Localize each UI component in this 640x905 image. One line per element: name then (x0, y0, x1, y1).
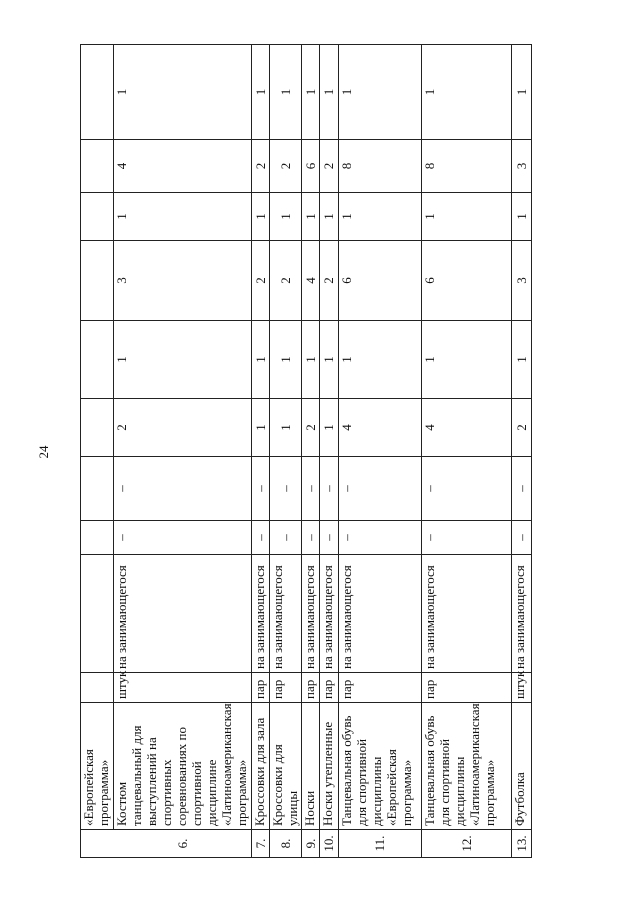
cell-c7: 8 (338, 140, 421, 193)
cell-name: Кроссовки для улицы (270, 703, 302, 830)
cell-c6: 1 (320, 193, 338, 241)
equipment-table (80, 44, 532, 858)
cell-c8: 1 (301, 45, 319, 140)
cell-basis: на занимающегося (252, 555, 270, 673)
cell-basis: на занимающегося (113, 555, 251, 673)
cell-c4: 1 (320, 321, 338, 399)
cell-c6: 1 (270, 193, 302, 241)
cell-c1: – (270, 521, 302, 555)
cell-c5: 3 (511, 241, 531, 321)
rotated-table-wrapper (80, 45, 532, 858)
table-row (113, 45, 251, 858)
cell-basis (81, 555, 114, 673)
table-row (511, 45, 531, 858)
cell-c5: 2 (320, 241, 338, 321)
cell-basis: на занимающегося (338, 555, 421, 673)
cell-num: 7. (252, 830, 270, 858)
cell-basis: на занимающегося (511, 555, 531, 673)
cell-c4: 1 (113, 321, 251, 399)
cell-c4: 1 (421, 321, 511, 399)
cell-c3: 1 (252, 399, 270, 457)
cell-c8: 1 (421, 45, 511, 140)
cell-c5: 4 (301, 241, 319, 321)
cell-num: 10. (320, 830, 338, 858)
cell-c8: 1 (252, 45, 270, 140)
cell-c7: 8 (421, 140, 511, 193)
cell-c2: – (270, 457, 302, 521)
table-row (320, 45, 338, 858)
cell-c7: 2 (252, 140, 270, 193)
cell-name: «Европейская программа» (81, 703, 114, 830)
cell-unit: пар (320, 673, 338, 703)
cell-unit: пар (338, 673, 421, 703)
cell-num: 6. (113, 830, 251, 858)
cell-num (81, 830, 114, 858)
cell-c3: 2 (301, 399, 319, 457)
cell-c5: 6 (338, 241, 421, 321)
table-row (338, 45, 421, 858)
cell-unit: пар (421, 673, 511, 703)
page-number: 24 (36, 445, 51, 459)
table-row (270, 45, 302, 858)
cell-c6: 1 (511, 193, 531, 241)
cell-basis: на занимающегося (421, 555, 511, 673)
cell-c1: – (252, 521, 270, 555)
cell-c8: 1 (113, 45, 251, 140)
cell-c4: 1 (511, 321, 531, 399)
cell-c1: – (511, 521, 531, 555)
cell-unit: пар (270, 673, 302, 703)
cell-c7: 4 (113, 140, 251, 193)
cell-unit: пар (252, 673, 270, 703)
cell-c7: 3 (511, 140, 531, 193)
cell-name: Костюм танцевальный для выступлений на спортивных соревнованиях по спортивной дисциплине «Латиноамериканская программа» (113, 703, 251, 830)
table-row (301, 45, 319, 858)
cell-unit: штук (511, 673, 531, 703)
cell-c8 (81, 45, 114, 140)
cell-c5: 3 (113, 241, 251, 321)
cell-num: 9. (301, 830, 319, 858)
cell-name: Носки (301, 703, 319, 830)
cell-c3: 2 (511, 399, 531, 457)
cell-c5: 6 (421, 241, 511, 321)
cell-num: 12. (421, 830, 511, 858)
cell-c8: 1 (320, 45, 338, 140)
cell-c7: 2 (320, 140, 338, 193)
cell-name: Танцевальная обувь для спортивной дисциплины «Латиноамериканская программа» (421, 703, 511, 830)
cell-name: Носки утепленные (320, 703, 338, 830)
cell-c3: 4 (421, 399, 511, 457)
cell-c1: – (421, 521, 511, 555)
cell-name: Футболка (511, 703, 531, 830)
cell-c7 (81, 140, 114, 193)
cell-c5 (81, 241, 114, 321)
cell-basis: на занимающегося (301, 555, 319, 673)
cell-c6: 1 (301, 193, 319, 241)
cell-c2: – (511, 457, 531, 521)
cell-c3: 1 (320, 399, 338, 457)
cell-c3: 2 (113, 399, 251, 457)
cell-c8: 1 (338, 45, 421, 140)
cell-unit: пар (301, 673, 319, 703)
cell-c2: – (338, 457, 421, 521)
cell-c8: 1 (270, 45, 302, 140)
cell-c1 (81, 521, 114, 555)
cell-c2: – (301, 457, 319, 521)
cell-c5: 2 (252, 241, 270, 321)
cell-c4: 1 (301, 321, 319, 399)
cell-c2: – (320, 457, 338, 521)
cell-c3: 4 (338, 399, 421, 457)
cell-c2: – (252, 457, 270, 521)
table-frame (80, 45, 532, 858)
cell-name: Кроссовки для зала (252, 703, 270, 830)
cell-c8: 1 (511, 45, 531, 140)
cell-c4 (81, 321, 114, 399)
cell-c4: 1 (270, 321, 302, 399)
cell-name: Танцевальная обувь для спортивной дисциплины «Европейская программа» (338, 703, 421, 830)
cell-c4: 1 (338, 321, 421, 399)
cell-c4: 1 (252, 321, 270, 399)
cell-c1: – (338, 521, 421, 555)
cell-c5: 2 (270, 241, 302, 321)
cell-unit (81, 673, 114, 703)
cell-c6: 1 (421, 193, 511, 241)
cell-basis: на занимающегося (270, 555, 302, 673)
table-row (81, 45, 114, 858)
cell-c6: 1 (113, 193, 251, 241)
cell-c6: 1 (338, 193, 421, 241)
cell-c2 (81, 457, 114, 521)
cell-c7: 6 (301, 140, 319, 193)
cell-num: 13. (511, 830, 531, 858)
cell-c7: 2 (270, 140, 302, 193)
cell-c1: – (320, 521, 338, 555)
cell-basis: на занимающегося (320, 555, 338, 673)
cell-unit: штук (113, 673, 251, 703)
cell-c6 (81, 193, 114, 241)
cell-c3: 1 (270, 399, 302, 457)
table-row (252, 45, 270, 858)
cell-c2: – (113, 457, 251, 521)
table-row (421, 45, 511, 858)
cell-c6: 1 (252, 193, 270, 241)
cell-c2: – (421, 457, 511, 521)
cell-c3 (81, 399, 114, 457)
cell-c1: – (113, 521, 251, 555)
cell-c1: – (301, 521, 319, 555)
cell-num: 8. (270, 830, 302, 858)
cell-num: 11. (338, 830, 421, 858)
